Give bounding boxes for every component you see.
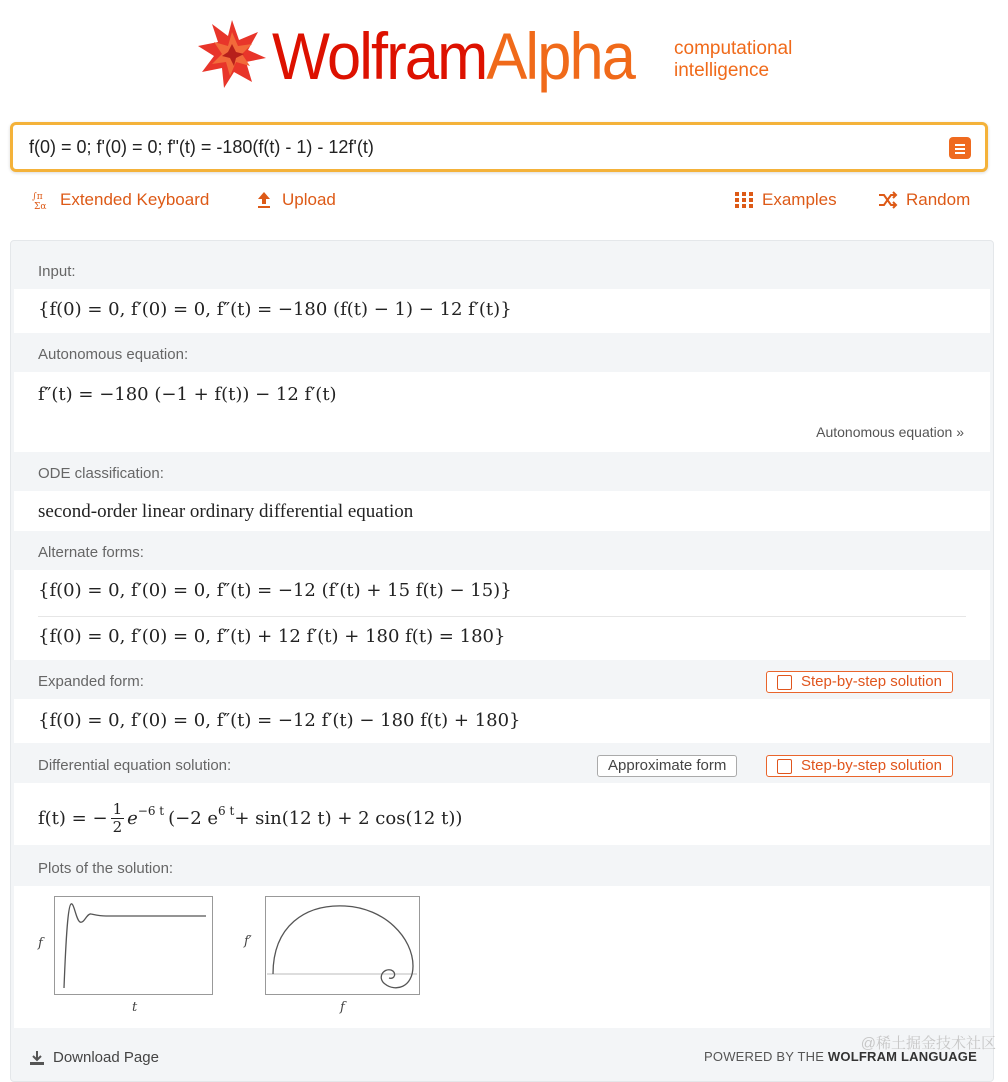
solution-step-by-step-button[interactable]: [766, 755, 953, 777]
step-by-step-label: Step-by-step solution: [801, 673, 942, 690]
input-pod[interactable]: [14, 289, 990, 333]
alternate-forms-pod[interactable]: [14, 570, 990, 660]
keyboard-math-icon: [32, 190, 52, 210]
input-pod-title: Input:: [38, 263, 76, 280]
alternate-form-2: {f(0) = 0, f′(0) = 0, f″(t) + 12 f′(t) + 180 f(t) = 180}: [38, 626, 506, 647]
brand-wolfram: Wolfram: [272, 19, 487, 93]
powered-prefix: POWERED BY THE: [704, 1049, 828, 1064]
expanded-form-pod[interactable]: [14, 699, 990, 743]
checkbox-icon: [777, 759, 792, 774]
svg-text:∫π: ∫π: [32, 192, 43, 202]
exp-base: e: [127, 808, 138, 829]
exp-superscript-2: 6 t: [218, 803, 235, 818]
fraction-denominator: 2: [112, 818, 123, 836]
search-input[interactable]: [10, 122, 988, 172]
upload-icon: [254, 190, 274, 210]
autonomous-equation-link[interactable]: Autonomous equation »: [816, 424, 964, 440]
brand-wordmark: [272, 16, 634, 96]
solution-paren-1: (−2 e: [168, 808, 219, 829]
wolfram-star-icon: [198, 20, 266, 88]
random-button[interactable]: [878, 190, 970, 210]
grid-icon: [734, 190, 754, 210]
solution-lhs: f(t) = −: [38, 808, 108, 829]
tagline-line-2: intelligence: [674, 60, 770, 81]
plots-title: Plots of the solution:: [38, 860, 174, 877]
autonomous-pod[interactable]: [14, 372, 990, 452]
alternate-forms-title: Alternate forms:: [38, 544, 144, 561]
results-panel: [10, 240, 994, 1082]
step-by-step-label: Step-by-step solution: [801, 757, 942, 774]
download-icon: [29, 1050, 45, 1066]
plot1-xlabel: t: [132, 1000, 138, 1015]
examples-button[interactable]: [734, 190, 837, 210]
search-query-text[interactable]: f(0) = 0; f'(0) = 0; f"(t) = -180(f(t) - 1) - 12f'(t): [29, 137, 374, 157]
alternate-form-1: {f(0) = 0, f′(0) = 0, f″(t) = −12 (f′(t) + 15 f(t) − 15)}: [38, 580, 512, 601]
fraction: [111, 801, 125, 836]
exp-superscript: −6 t: [137, 803, 165, 818]
solution-paren-2: + sin(12 t) + 2 cos(12 t)): [234, 808, 463, 829]
plot2-xlabel: f: [340, 1000, 345, 1015]
upload-button[interactable]: [254, 190, 336, 210]
alternate-forms-divider: [38, 616, 966, 617]
ode-classification-text: second-order linear ordinary differential equation: [38, 501, 414, 522]
plots-pod[interactable]: [14, 886, 990, 1028]
plot-fprime-vs-f[interactable]: [265, 896, 421, 996]
plot2-ylabel: f′: [244, 934, 252, 949]
plot1-ylabel: f: [38, 936, 43, 951]
step-by-step-button[interactable]: [766, 671, 953, 693]
ode-classification-title: ODE classification:: [38, 465, 164, 482]
solution-pod[interactable]: [14, 783, 990, 845]
solution-title: Differential equation solution:: [38, 757, 232, 774]
extended-keyboard-button[interactable]: [32, 190, 209, 210]
submit-button[interactable]: [949, 137, 971, 159]
input-math: {f(0) = 0, f′(0) = 0, f″(t) = −180 (f(t) − 1) − 12 f′(t)}: [38, 299, 512, 320]
fraction-numerator: 1: [112, 800, 123, 818]
upload-label: Upload: [282, 190, 336, 209]
expanded-form-title: Expanded form:: [38, 673, 144, 690]
solution-math: [38, 801, 462, 836]
examples-label: Examples: [762, 190, 837, 209]
autonomous-math: f″(t) = −180 (−1 + f(t)) − 12 f′(t): [38, 384, 337, 405]
expanded-form-math: {f(0) = 0, f′(0) = 0, f″(t) = −12 f′(t) − 180 f(t) + 180}: [38, 710, 521, 731]
checkbox-icon: [777, 675, 792, 690]
watermark: @稀土掘金技术社区: [860, 1035, 996, 1052]
toolbar: [0, 190, 1008, 216]
extended-keyboard-label: Extended Keyboard: [60, 190, 210, 209]
svg-text:Σα: Σα: [34, 202, 47, 210]
approximate-form-button[interactable]: Approximate form: [597, 755, 737, 777]
wolfram-language-link[interactable]: WOLFRAM LANGUAGE: [827, 1049, 977, 1064]
autonomous-pod-title: Autonomous equation:: [38, 346, 189, 363]
download-page-label: Download Page: [53, 1049, 159, 1066]
shuffle-icon: [878, 190, 898, 210]
brand-alpha: Alpha: [486, 19, 635, 93]
tagline-line-1: computational: [674, 38, 793, 59]
tagline: [674, 38, 792, 82]
ode-classification-pod[interactable]: [14, 491, 990, 531]
plot-f-vs-t[interactable]: [54, 896, 214, 996]
random-label: Random: [906, 190, 971, 209]
download-page-button[interactable]: [29, 1049, 159, 1066]
